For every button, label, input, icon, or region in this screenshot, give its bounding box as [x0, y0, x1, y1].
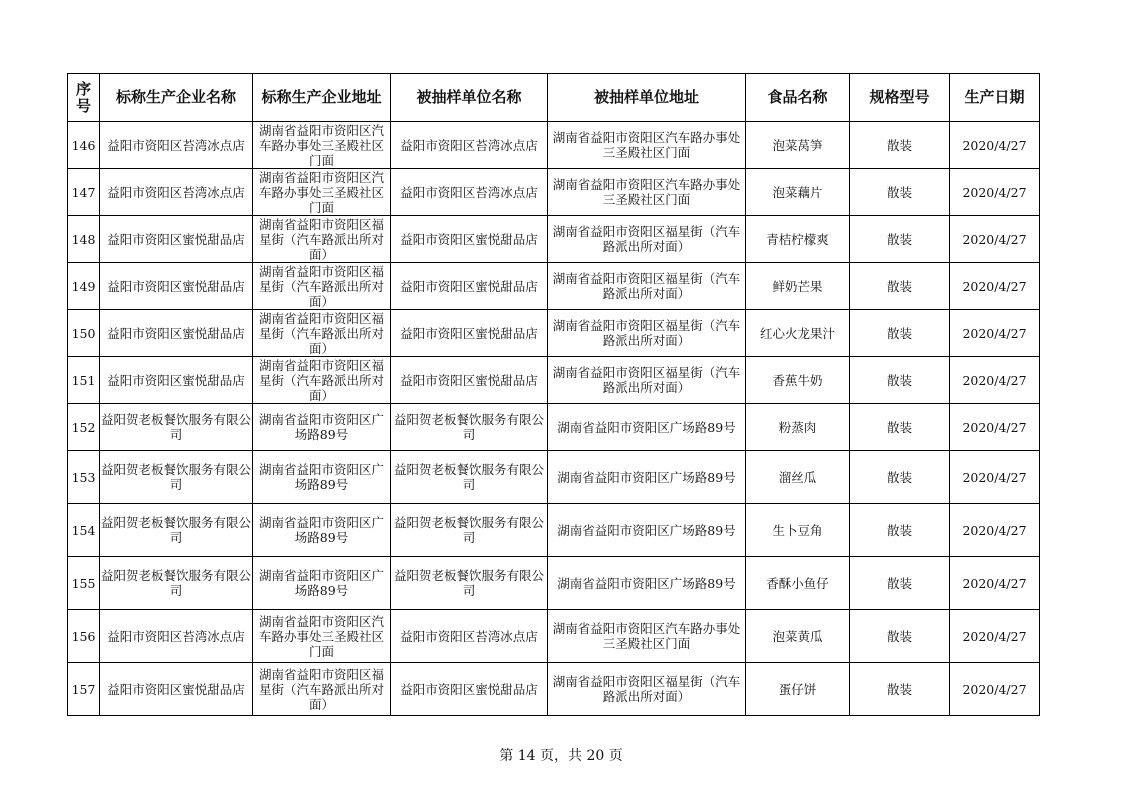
row-no: 151 [68, 357, 100, 404]
header-spec: 规格型号 [850, 74, 950, 122]
row-no: 155 [68, 557, 100, 610]
header-sampled-unit: 被抽样单位名称 [391, 74, 548, 122]
food-name: 香蕉牛奶 [746, 357, 850, 404]
food-name: 泡菜莴笋 [746, 122, 850, 169]
sampled-unit-address: 湖南省益阳市资阳区福星街（汽车路派出所对面） [548, 216, 746, 263]
producer-name: 益阳贺老板餐饮服务有限公司 [100, 404, 253, 451]
row-no: 153 [68, 451, 100, 504]
header-producer: 标称生产企业名称 [100, 74, 253, 122]
food-name: 红心火龙果汁 [746, 310, 850, 357]
header-sampled-address: 被抽样单位地址 [548, 74, 746, 122]
production-date: 2020/4/27 [950, 263, 1040, 310]
header-food-name: 食品名称 [746, 74, 850, 122]
producer-address-text: 湖南省益阳市资阳区广场路89号 [258, 412, 384, 442]
table-row [68, 263, 1040, 310]
sampled-unit-address: 湖南省益阳市资阳区福星街（汽车路派出所对面） [548, 263, 746, 310]
table-row [68, 216, 1040, 263]
producer-name: 益阳贺老板餐饮服务有限公司 [100, 557, 253, 610]
production-date: 2020/4/27 [950, 504, 1040, 557]
table-row [68, 663, 1040, 716]
producer-address [253, 310, 391, 357]
spec: 散装 [850, 557, 950, 610]
producer-address [253, 357, 391, 404]
sampled-unit-name: 益阳贺老板餐饮服务有限公司 [391, 504, 548, 557]
producer-address [253, 610, 391, 663]
table-row [68, 404, 1040, 451]
spec: 散装 [850, 357, 950, 404]
spec: 散装 [850, 310, 950, 357]
food-name: 青桔柠檬爽 [746, 216, 850, 263]
spec: 散装 [850, 263, 950, 310]
sampled-unit-address: 湖南省益阳市资阳区福星街（汽车路派出所对面） [548, 357, 746, 404]
sampled-unit-address: 湖南省益阳市资阳区福星街（汽车路派出所对面） [548, 663, 746, 716]
producer-address-text: 湖南省益阳市资阳区福星街（汽车路派出所对面） [258, 263, 384, 309]
table-row [68, 169, 1040, 216]
sampled-unit-name: 益阳市资阳区蜜悦甜品店 [391, 216, 548, 263]
producer-address-text: 湖南省益阳市资阳区广场路89号 [258, 462, 384, 492]
production-date: 2020/4/27 [950, 451, 1040, 504]
producer-name: 益阳市资阳区蜜悦甜品店 [100, 263, 253, 310]
table-row [68, 451, 1040, 504]
sampled-unit-name: 益阳市资阳区苔湾冰点店 [391, 122, 548, 169]
table-row [68, 122, 1040, 169]
sampled-unit-address: 湖南省益阳市资阳区汽车路办事处三圣殿社区门面 [548, 610, 746, 663]
sampled-unit-address: 湖南省益阳市资阳区广场路89号 [548, 557, 746, 610]
table-row [68, 557, 1040, 610]
header-row [68, 74, 1040, 122]
sampled-unit-name: 益阳贺老板餐饮服务有限公司 [391, 557, 548, 610]
producer-address [253, 216, 391, 263]
food-name: 生卜豆角 [746, 504, 850, 557]
spec: 散装 [850, 169, 950, 216]
sampled-unit-address: 湖南省益阳市资阳区汽车路办事处三圣殿社区门面 [548, 169, 746, 216]
sampled-unit-name: 益阳贺老板餐饮服务有限公司 [391, 404, 548, 451]
producer-address-text: 湖南省益阳市资阳区汽车路办事处三圣殿社区门面 [258, 169, 384, 215]
production-date: 2020/4/27 [950, 216, 1040, 263]
production-date: 2020/4/27 [950, 557, 1040, 610]
production-date: 2020/4/27 [950, 663, 1040, 716]
row-no: 156 [68, 610, 100, 663]
producer-address-text: 湖南省益阳市资阳区汽车路办事处三圣殿社区门面 [258, 613, 384, 659]
food-name: 泡菜黄瓜 [746, 610, 850, 663]
producer-address [253, 122, 391, 169]
table-row [68, 357, 1040, 404]
spec: 散装 [850, 504, 950, 557]
row-no: 157 [68, 663, 100, 716]
production-date: 2020/4/27 [950, 610, 1040, 663]
producer-address [253, 451, 391, 504]
header-no: 序号 [68, 74, 100, 122]
production-date: 2020/4/27 [950, 357, 1040, 404]
producer-address [253, 169, 391, 216]
producer-name: 益阳市资阳区蜜悦甜品店 [100, 357, 253, 404]
food-name: 鲜奶芒果 [746, 263, 850, 310]
row-no: 148 [68, 216, 100, 263]
row-no: 152 [68, 404, 100, 451]
sampled-unit-address: 湖南省益阳市资阳区广场路89号 [548, 451, 746, 504]
sampled-unit-name: 益阳市资阳区蜜悦甜品店 [391, 263, 548, 310]
table-row [68, 504, 1040, 557]
producer-address [253, 557, 391, 610]
producer-name: 益阳贺老板餐饮服务有限公司 [100, 504, 253, 557]
food-name: 粉蒸肉 [746, 404, 850, 451]
producer-address-text: 湖南省益阳市资阳区福星街（汽车路派出所对面） [258, 216, 384, 262]
producer-address [253, 263, 391, 310]
spec: 散装 [850, 451, 950, 504]
sampled-unit-name: 益阳市资阳区苔湾冰点店 [391, 169, 548, 216]
row-no: 154 [68, 504, 100, 557]
sampling-table [67, 73, 1040, 716]
food-name: 蛋仔饼 [746, 663, 850, 716]
spec: 散装 [850, 404, 950, 451]
producer-name: 益阳市资阳区蜜悦甜品店 [100, 216, 253, 263]
producer-address-text: 湖南省益阳市资阳区汽车路办事处三圣殿社区门面 [258, 122, 384, 168]
producer-name: 益阳市资阳区苔湾冰点店 [100, 169, 253, 216]
producer-name: 益阳市资阳区蜜悦甜品店 [100, 310, 253, 357]
production-date: 2020/4/27 [950, 310, 1040, 357]
producer-address-text: 湖南省益阳市资阳区福星街（汽车路派出所对面） [258, 310, 384, 356]
producer-address-text: 湖南省益阳市资阳区广场路89号 [258, 515, 384, 545]
row-no: 146 [68, 122, 100, 169]
table-row [68, 610, 1040, 663]
page-footer: 第 14 页，共 20 页 [499, 748, 623, 764]
spec: 散装 [850, 610, 950, 663]
sampled-unit-name: 益阳市资阳区苔湾冰点店 [391, 610, 548, 663]
producer-address [253, 663, 391, 716]
spec: 散装 [850, 216, 950, 263]
sampled-unit-address: 湖南省益阳市资阳区汽车路办事处三圣殿社区门面 [548, 122, 746, 169]
sampled-unit-address: 湖南省益阳市资阳区广场路89号 [548, 404, 746, 451]
row-no: 150 [68, 310, 100, 357]
spec: 散装 [850, 122, 950, 169]
spec: 散装 [850, 663, 950, 716]
producer-address-text: 湖南省益阳市资阳区广场路89号 [258, 568, 384, 598]
producer-name: 益阳贺老板餐饮服务有限公司 [100, 451, 253, 504]
food-name: 溜丝瓜 [746, 451, 850, 504]
sampled-unit-name: 益阳市资阳区蜜悦甜品店 [391, 357, 548, 404]
table-body [68, 122, 1040, 716]
producer-address-text: 湖南省益阳市资阳区福星街（汽车路派出所对面） [258, 666, 384, 712]
producer-name: 益阳市资阳区苔湾冰点店 [100, 610, 253, 663]
producer-address [253, 404, 391, 451]
food-name: 泡菜藕片 [746, 169, 850, 216]
sampled-unit-address: 湖南省益阳市资阳区广场路89号 [548, 504, 746, 557]
sampled-unit-address: 湖南省益阳市资阳区福星街（汽车路派出所对面） [548, 310, 746, 357]
sampled-unit-name: 益阳市资阳区蜜悦甜品店 [391, 310, 548, 357]
header-producer-address: 标称生产企业地址 [253, 74, 391, 122]
header-production-date: 生产日期 [950, 74, 1040, 122]
sampled-unit-name: 益阳贺老板餐饮服务有限公司 [391, 451, 548, 504]
table-row [68, 310, 1040, 357]
row-no: 149 [68, 263, 100, 310]
production-date: 2020/4/27 [950, 122, 1040, 169]
producer-address-text: 湖南省益阳市资阳区福星街（汽车路派出所对面） [258, 357, 384, 403]
producer-address [253, 504, 391, 557]
producer-name: 益阳市资阳区蜜悦甜品店 [100, 663, 253, 716]
producer-name: 益阳市资阳区苔湾冰点店 [100, 122, 253, 169]
row-no: 147 [68, 169, 100, 216]
food-name: 香酥小鱼仔 [746, 557, 850, 610]
production-date: 2020/4/27 [950, 404, 1040, 451]
sampled-unit-name: 益阳市资阳区蜜悦甜品店 [391, 663, 548, 716]
production-date: 2020/4/27 [950, 169, 1040, 216]
